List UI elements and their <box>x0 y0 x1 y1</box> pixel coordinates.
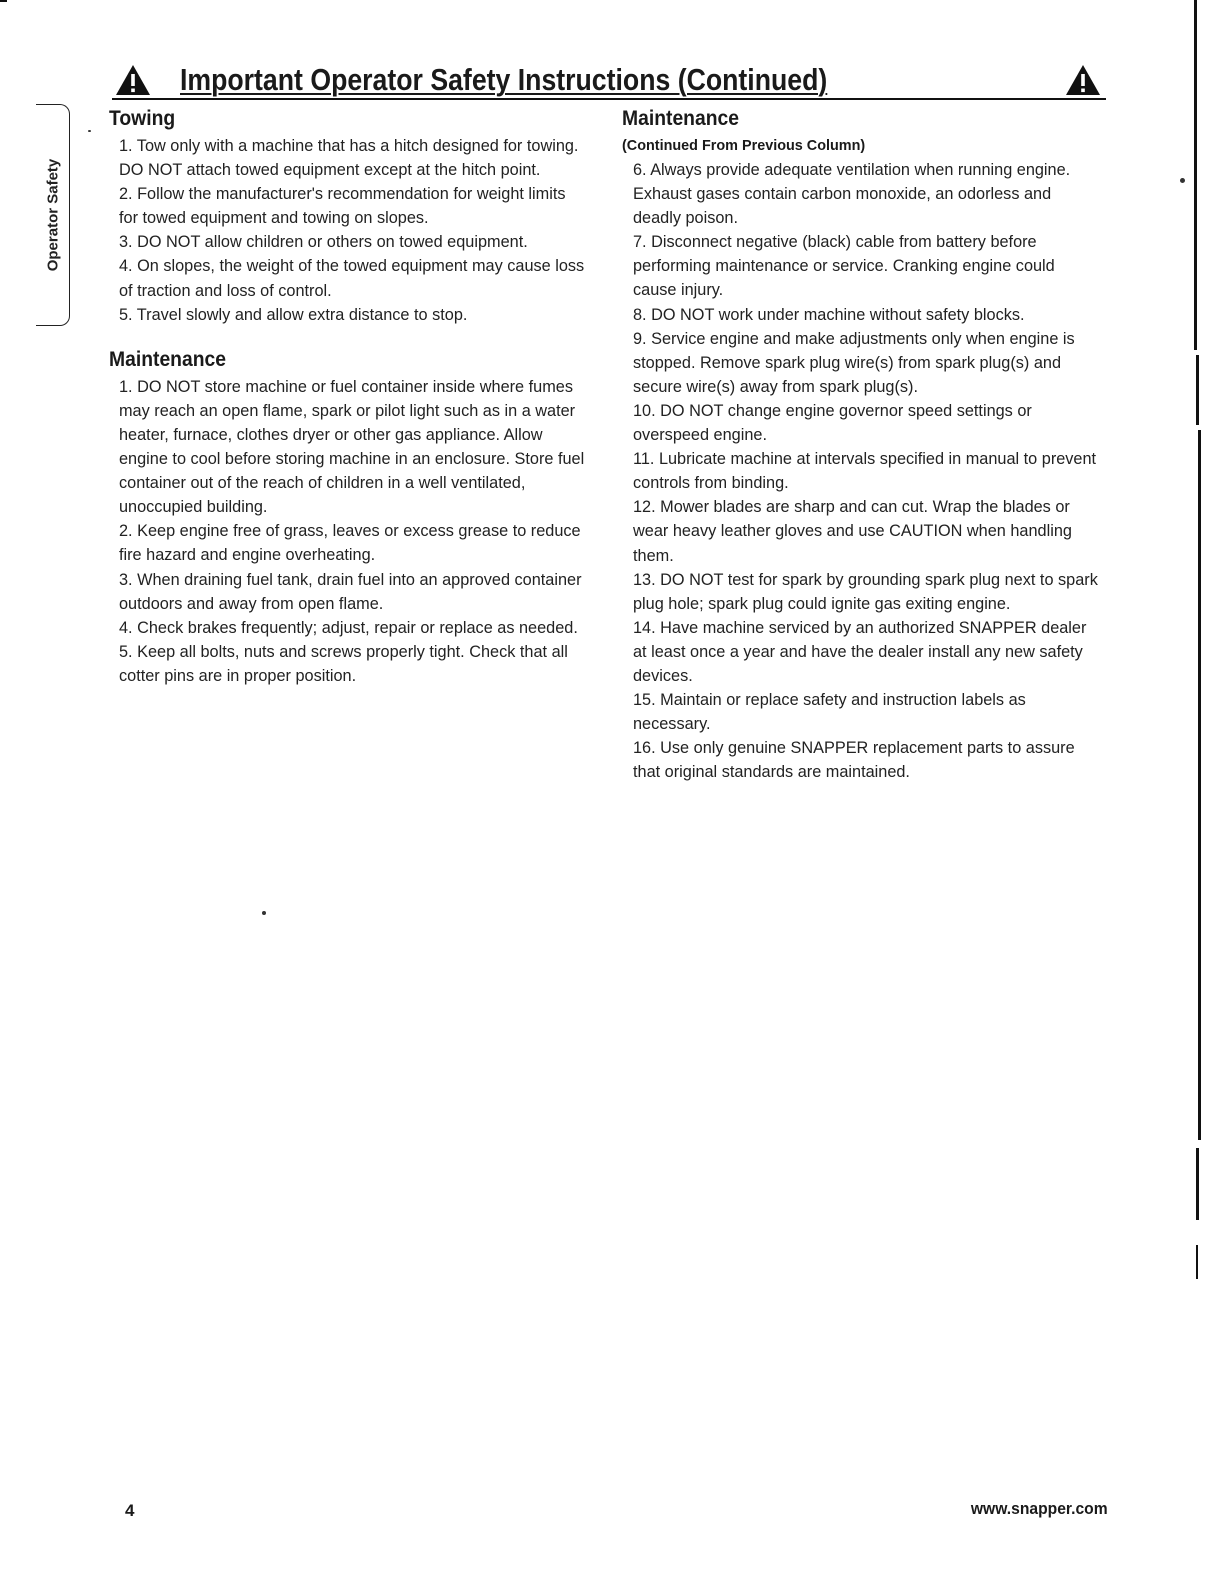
list-item: 5. Keep all bolts, nuts and screws properly tight. Check that all cotter pins are in proper position. <box>119 642 568 685</box>
page-title: Important Operator Safety Instructions (Continued) <box>180 62 828 97</box>
binding-edge-line <box>1194 0 1197 350</box>
scan-speck <box>262 911 266 915</box>
binding-edge-line <box>1196 355 1199 425</box>
warning-triangle-icon <box>114 63 152 97</box>
list-item: 6. Always provide adequate ventilation when running engine. Exhaust gases contain carbon monoxide, an odorless and deadly poison. <box>633 161 1071 228</box>
list-item: 13. DO NOT test for spark by grounding spark plug next to spark plug hole; spark plug could ignite gas exiting engine. <box>633 570 1098 613</box>
website-link[interactable]: www.snapper.com <box>971 1499 1108 1518</box>
list-item: 9. Service engine and make adjustments only when engine is stopped. Remove spark plug wire(s) from spark plug(s) and secure wire(s) away from spark plug(s). <box>633 329 1075 396</box>
binding-edge-line <box>1198 430 1201 1140</box>
corner-crop-mark <box>0 0 7 2</box>
list-item: 4. Check brakes frequently; adjust, repair or replace as needed. <box>119 618 578 637</box>
warning-triangle-icon <box>1064 63 1102 97</box>
list-item: 5. Travel slowly and allow extra distance to stop. <box>119 305 468 324</box>
list-item: 3. DO NOT allow children or others on towed equipment. <box>119 233 528 252</box>
list-item: 4. On slopes, the weight of the towed equipment may cause loss of traction and loss of control. <box>119 257 585 300</box>
header-rule <box>112 98 1106 100</box>
maintenance-continued-heading: Maintenance <box>622 107 740 130</box>
maintenance-heading: Maintenance <box>109 347 227 371</box>
list-item: 16. Use only genuine SNAPPER replacement parts to assure that original standards are maintained. <box>633 739 1075 782</box>
right-column <box>622 106 1102 784</box>
list-item: 2. Follow the manufacturer's recommendation for weight limits for towed equipment and towing on slopes. <box>119 185 566 228</box>
list-item: 2. Keep engine free of grass, leaves or excess grease to reduce fire hazard and engine overheating. <box>119 522 581 565</box>
scan-speck <box>88 130 91 132</box>
list-item: 10. DO NOT change engine governor speed settings or overspeed engine. <box>633 401 1032 445</box>
page-number: 4 <box>125 1501 135 1520</box>
list-item: 8. DO NOT work under machine without safety blocks. <box>633 305 1025 324</box>
list-item: 11. Lubricate machine at intervals specified in manual to prevent controls from binding. <box>633 450 1097 493</box>
list-item: 15. Maintain or replace safety and instruction labels as necessary. <box>633 691 1026 734</box>
left-column <box>109 106 589 688</box>
towing-heading: Towing <box>109 107 176 130</box>
maintenance-list <box>109 375 589 688</box>
list-item: 7. Disconnect negative (black) cable from battery before performing maintenance or service. Cranking engine could cause injury. <box>633 233 1055 300</box>
page-header <box>112 60 1106 100</box>
binding-edge-line <box>1196 1245 1198 1279</box>
list-item: 3. When draining fuel tank, drain fuel into an approved container outdoors and away from open flame. <box>119 570 582 613</box>
list-item: 12. Mower blades are sharp and can cut. Wrap the blades or wear heavy leather gloves and use CAUTION when handling them. <box>633 498 1072 565</box>
list-item: 1. Tow only with a machine that has a hitch designed for towing. DO NOT attach towed equipment except at the hitch point. <box>119 137 579 180</box>
maintenance-continued-list <box>622 158 1102 784</box>
towing-list <box>109 134 589 327</box>
scan-speck <box>1180 178 1185 183</box>
side-tab-label: Operator Safety <box>44 158 62 272</box>
list-item: 14. Have machine serviced by an authorized SNAPPER dealer at least once a year and have the dealer install any new safety devices. <box>633 618 1087 685</box>
binding-edge-line <box>1196 1148 1199 1220</box>
maintenance-continued-subtitle: (Continued From Previous Column) <box>622 137 866 154</box>
list-item: 1. DO NOT store machine or fuel container inside where fumes may reach an open flame, spark or pilot light such as in a water heater, furnace, clothes dryer or other gas appliance. Allow engine to cool before storing machine in an enclosure. Store fuel container out of the reach of children in a well ventilated, unoccupied building. <box>119 377 585 517</box>
